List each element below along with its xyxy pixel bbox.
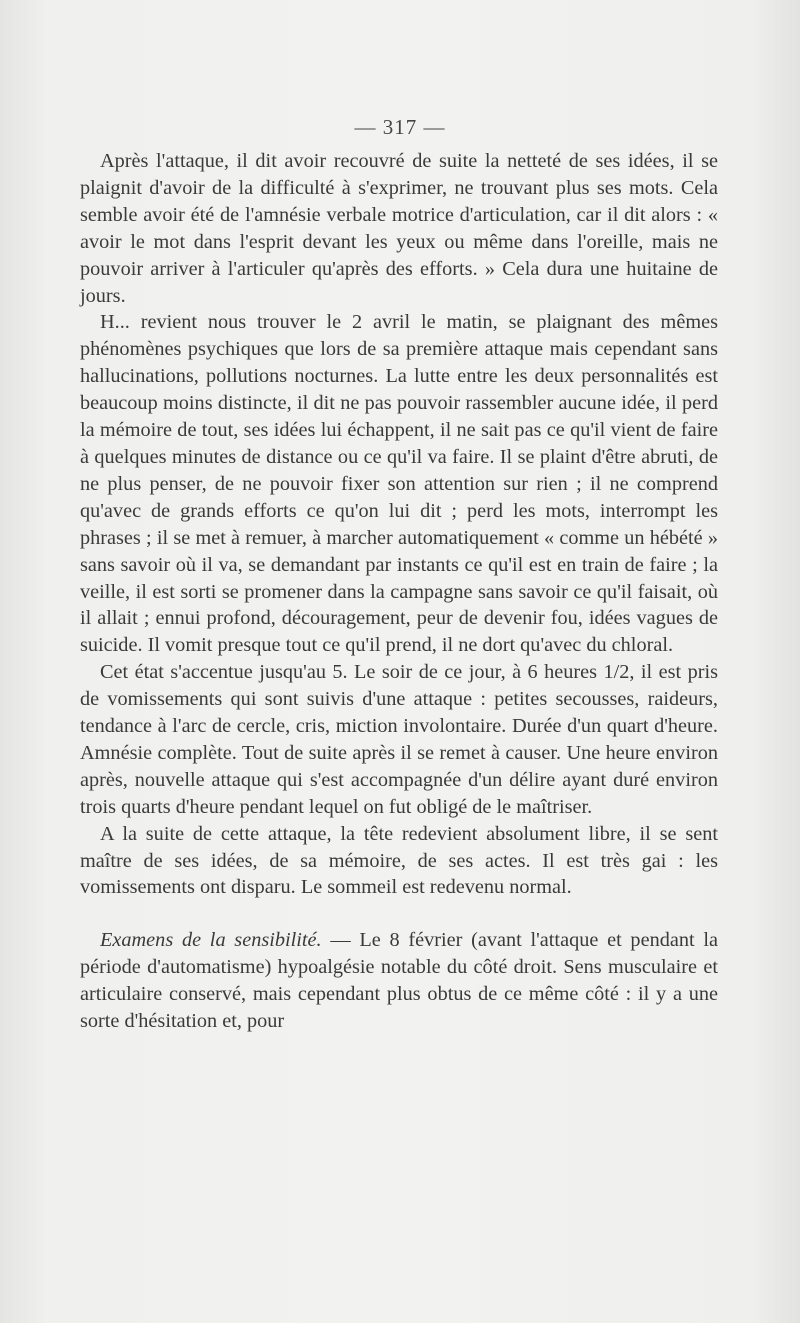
paragraph-1: Après l'attaque, il dit avoir recouvré de suite la netteté de ses idées, il se plaignit d'avoir de la difficulté à s'exprimer, ne trouvant plus ses mots. Cela semble avoir été de l'amnésie verbale motrice d'articulation, car il dit alors : « avoir le mot dans l'esprit devant les yeux ou même dans l'oreille, mais ne pouvoir arriver à l'articuler qu'après des efforts. » Cela dura une huitaine de jours.	[80, 150, 718, 307]
paragraph-2: H... revient nous trouver le 2 avril le matin, se plaignant des mêmes phénomènes psychiques que lors de sa première attaque mais cependant sans hallucinations, pollutions nocturnes. La lutte entre les deux personnalités est beaucoup moins distincte, il dit ne pas pouvoir rassembler aucune idée, il perd la mémoire de tout, ses idées lui échappent, il ne sait pas ce qu'il vient de faire à quelques minutes de distance ou ce qu'il va faire. Il se plaint d'être abruti, de ne plus penser, de ne pouvoir fixer son attention sur rien ; il ne comprend qu'avec de grands efforts ce qu'on lui dit ; perd les mots, interrompt les phrases ; il se met à remuer, à marcher automatiquement « comme un hébété » sans savoir où il va, se demandant par instants ce qu'il est en train de faire ; la veille, il est sorti se promener dans la campagne sans savoir ce qu'il faisait, où il allait ; ennui profond, découragement, peur de devenir fou, idées vagues de suicide. Il vomit presque tout ce qu'il prend, il ne dort qu'avec du chloral.	[80, 311, 718, 657]
body-text	[80, 148, 718, 1035]
page-number: — 317 —	[354, 115, 446, 139]
paragraph-5	[80, 927, 718, 1035]
section-text: — Le 8 février (avant l'attaque et pendant la période d'automatisme) hypoalgésie notable du côté droit. Sens musculaire et articulaire conservé, mais cependant plus obtus de ce même côté : il y a une sorte d'hésitation et, pour	[80, 929, 718, 1033]
paragraph-3: Cet état s'accentue jusqu'au 5. Le soir de ce jour, à 6 heures 1/2, il est pris de vomissements qui sont suivis d'une attaque : petites secousses, raideurs, tendance à l'arc de cercle, cris, miction involontaire. Durée d'un quart d'heure. Amnésie complète. Tout de suite après il se remet à causer. Une heure environ après, nouvelle attaque qui s'est accompagnée d'un délire ayant duré environ trois quarts d'heure pendant lequel on fut obligé de le maîtriser.	[80, 661, 718, 818]
paragraph-4: A la suite de cette attaque, la tête redevient absolument libre, il se sent maître de ses idées, de sa mémoire, de ses actes. Il est très gai : les vomissements ont disparu. Le sommeil est redevenu normal.	[80, 822, 718, 899]
section-heading: Examens de la sensibilité.	[100, 929, 322, 952]
